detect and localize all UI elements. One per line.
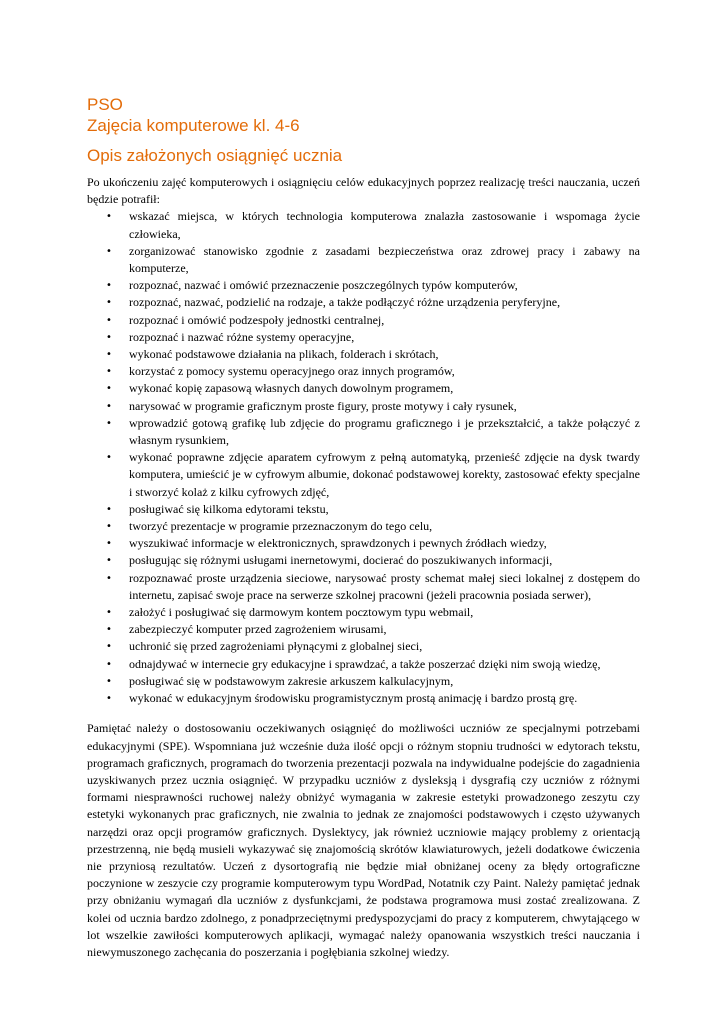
bullet-icon: •: [106, 314, 112, 326]
bullet-icon: •: [106, 452, 112, 464]
bullet-icon: •: [106, 280, 112, 292]
bullet-icon: •: [106, 366, 112, 378]
bullet-icon: •: [106, 383, 112, 395]
intro-paragraph: Po ukończeniu zajęć komputerowych i osiągnięciu celów edukacyjnych poprzez realizację treści nauczania, uczeń będzie potrafił:: [87, 175, 640, 207]
list-item: [87, 638, 640, 655]
bullet-icon: •: [106, 675, 112, 687]
bullet-icon: •: [106, 572, 112, 584]
list-item-text: zorganizować stanowisko zgodnie z zasadami bezpieczeństwa oraz zdrowej pracy i zabawy na komputerze,: [129, 243, 640, 276]
list-item-text: posługiwać się kilkoma edytorami tekstu,: [129, 501, 329, 516]
outcomes-list: [87, 208, 640, 707]
list-item: [87, 277, 640, 294]
document-body: [87, 174, 640, 961]
list-item-text: wskazać miejsca, w których technologia komputerowa znalazła zastosowanie i wspomaga życie człowieka,: [129, 209, 640, 241]
list-item-text: wykonać poprawne zdjęcie aparatem cyfrowym z pełną automatyką, przenieść zdjęcie na dysk twardy komputera, umieścić je w cyfrowym albumie, dokonać podstawowej korekty, zastosować efekty specjalne i stworzyć kolaż z kilku cyfrowych zdjęć,: [129, 450, 640, 499]
heading-section-title: Opis założonych osiągnięć ucznia: [87, 146, 343, 165]
list-item: [87, 552, 640, 569]
list-item: [87, 673, 640, 690]
list-item-text: rozpoznać i omówić podzespoły jednostki centralnej,: [129, 312, 385, 327]
list-item-text: założyć i posługiwać się darmowym kontem pocztowym typu webmail,: [129, 605, 474, 620]
list-item-text: rozpoznawać proste urządzenia sieciowe, narysować prosty schemat małej sieci lokalnej z dostępem do internetu, zapisać swoje prace na serwerze szkolnej pracowni (jeżeli pracownia posiada serwer),: [129, 570, 640, 602]
bullet-icon: •: [106, 658, 112, 670]
list-item: [87, 398, 640, 415]
list-item-text: wyszukiwać informacje w elektronicznych, sprawdzonych i pewnych źródłach wiedzy,: [129, 536, 547, 551]
list-item: [87, 621, 640, 638]
heading-pso: PSO: [87, 95, 123, 114]
list-item: [87, 363, 640, 380]
list-item: [87, 449, 640, 501]
bullet-icon: •: [106, 538, 112, 550]
list-item: [87, 312, 640, 329]
bullet-icon: •: [106, 331, 112, 343]
bullet-icon: •: [106, 211, 112, 223]
list-item-text: wykonać podstawowe działania na plikach, folderach i skrótach,: [129, 347, 439, 362]
heading-block: [87, 94, 647, 166]
bullet-icon: •: [106, 503, 112, 515]
bullet-icon: •: [106, 417, 112, 429]
list-item: [87, 570, 640, 604]
list-item-text: wykonać w edukacyjnym środowisku programistycznym prostą animację i bardzo prostą grę.: [129, 691, 578, 706]
bullet-icon: •: [106, 521, 112, 533]
list-item-text: uchronić się przed zagrożeniami płynącymi z globalnej sieci,: [129, 639, 423, 654]
list-item-text: wykonać kopię zapasową własnych danych dowolnym programem,: [129, 381, 454, 396]
bullet-icon: •: [106, 555, 112, 567]
bullet-icon: •: [106, 400, 112, 412]
list-item-text: tworzyć prezentacje w programie przeznaczonym do tego celu,: [129, 519, 433, 534]
bullet-icon: •: [106, 641, 112, 653]
list-item-text: posługując się różnymi usługami inernetowymi, docierać do poszukiwanych informacji,: [129, 553, 553, 568]
list-item: [87, 656, 640, 673]
heading-subject: Zajęcia komputerowe kl. 4-6: [87, 116, 300, 135]
bullet-icon: •: [106, 245, 112, 257]
bullet-icon: •: [106, 297, 112, 309]
list-item-text: odnajdywać w internecie gry edukacyjne i sprawdzać, a także poszerzać dzięki nim swoją wiedzę,: [129, 656, 601, 671]
list-item-text: wprowadzić gotową grafikę lub zdjęcie do programu graficznego i je przekształcić, a także połączyć z własnym rysunkiem,: [129, 415, 640, 448]
bullet-icon: •: [106, 624, 112, 636]
bullet-icon: •: [106, 607, 112, 619]
list-item: [87, 294, 640, 311]
bullet-icon: •: [106, 693, 112, 705]
list-item-text: korzystać z pomocy systemu operacyjnego oraz innych programów,: [129, 364, 455, 379]
list-item: [87, 243, 640, 277]
list-item: [87, 518, 640, 535]
list-item: [87, 208, 640, 242]
list-item: [87, 346, 640, 363]
list-item-text: narysować w programie graficznym proste figury, proste motywy i cały rysunek,: [129, 398, 517, 413]
list-item: [87, 501, 640, 518]
list-item: [87, 535, 640, 552]
list-item-text: zabezpieczyć komputer przed zagrożeniem wirusami,: [129, 622, 387, 637]
list-item-text: rozpoznać i nazwać różne systemy operacyjne,: [129, 329, 355, 344]
list-item-text: rozpoznać, nazwać i omówić przeznaczenie poszczególnych typów komputerów,: [129, 278, 518, 293]
list-item: [87, 380, 640, 397]
spe-paragraph: Pamiętać należy o dostosowaniu oczekiwanych osiągnięć do możliwości uczniów ze specjalnymi potrzebami edukacyjnymi (SPE). Wspomniana już wcześnie duża ilość opcji o różnym stopniu trudności w edytorach tekstu, programach graficznych, programach do tworzenia prezentacji pozwala na indywidualne podejście do zagadnienia uzyskiwanych przez ucznia osiągnięć. W przypadku uczniów z dysleksją i dysgrafią czy uczniów z różnymi formami niesprawności ruchowej należy obniżyć wymagania w zakresie estetyki prowadzonego zeszytu czy estetyki wykonanych prac graficznych, nie zwalnia to jednak ze znajomości podstawowych i często używanych narzędzi oraz opcji programów graficznych. Dyslektycy, jak również uczniowie mający problemy z orientacją przestrzenną, nie będą musieli wykazywać się znajomością skrótów klawiaturowych, jeżeli dodatkowe ćwiczenia nie przyniosą rezultatów. Uczeń z dysortografią nie będzie miał obniżanej oceny za błędy ortograficzne poczynione w zeszycie czy programie komputerowym typu WordPad, Notatnik czy Paint. Należy pamiętać jednak przy obniżaniu wymagań dla uczniów z dysfunkcjami, że podstawa programowa musi zostać zrealizowana. Z kolei od ucznia bardzo zdolnego, z ponadprzeciętnymi predyspozycjami do pracy z komputerem, chwytającego w lot wszelkie zawiłości komputerowych aplikacji, wymagać należy opanowania wszystkich treści nauczania i niewymuszonego zachęcania do poszerzania i pogłębiania szkolnej wiedzy.: [87, 721, 640, 959]
list-item: [87, 415, 640, 449]
list-item: [87, 690, 640, 707]
list-item: [87, 329, 640, 346]
list-item: [87, 604, 640, 621]
list-item-text: rozpoznać, nazwać, podzielić na rodzaje, a także podłączyć różne urządzenia peryferyjne,: [129, 295, 561, 310]
list-item-text: posługiwać się w podstawowym zakresie arkuszem kalkulacyjnym,: [129, 673, 454, 688]
bullet-icon: •: [106, 349, 112, 361]
